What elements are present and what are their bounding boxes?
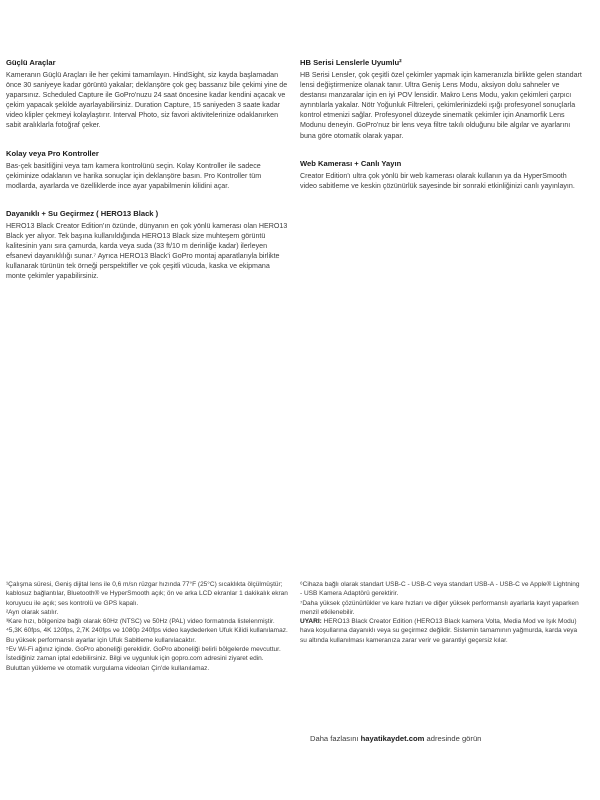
left-sections [6,58,288,299]
more-info-link[interactable]: hayatikaydet.com [360,734,425,743]
section-webcam-livestream [300,159,582,191]
more-info-prefix: Daha fazlasını [310,734,361,743]
section-heading: Dayanıklı + Su Geçirmez ( HERO13 Black ) [6,208,159,218]
warning-note [300,617,582,645]
footnotes-left [6,580,288,673]
section-easy-pro-controls [6,149,288,191]
footnote-6: ⁶Cihaza bağlı olarak standart USB-C - USB-C veya standart USB-A - USB-C ve Apple® Lightning - USB Kamera Adaptörü gerektirir. [300,581,580,598]
section-heading: Web Kamerası + Canlı Yayın [300,158,402,168]
footnote-3: ³Kare hızı, bölgenize bağlı olarak 60Hz (NTSC) ve 50Hz (PAL) video formatında listelenmiştir. [6,618,275,626]
section-body: HB Serisi Lensler, çok çeşitli özel çekimler yapmak için kameranızla birlikte gelen standart lensi değiştirmenize olanak tanır. Ultra Geniş Lens Modu, aksiyon dolu sahneler ve destansı manzaralar için en iyi POV lensidir. Makro Lens Modu, yakın çekimleri çarpıcı ayrıntılarla yakalar. Nötr Yoğunluk Filtreleri, çekimlerinizdeki ışığı profesyonel sonuçlarla kontrol etmenizi sağlar. Profesyonel düzeyde sinematik çekimler için Anamorfik Lens Modunu deneyin. GoPro'nuz bir lens veya filtre takılı olduğunu bile algılar ve ayarlarını buna göre otomatik olarak yapar. [300,71,582,140]
footnote-4: ⁴5,3K 60fps, 4K 120fps, 2,7K 240fps ve 1080p 240fps video kaydederken Ufuk Kilidi kullanılamaz. Bu yüksek performanslı ayarlar için Ufuk Sabitleme kullanılacaktır. [6,627,288,644]
footnote-5: ⁵Ev Wi-Fi ağınız içinde. GoPro aboneliği gereklidir. GoPro aboneliği belirli bölgelerde mevcuttur. İstediğiniz zaman iptal edebilirsiniz. Bilgi ve uygunluk için gopro.com adresini ziyaret edin. Buluttan yükleme ve otomatik vurgulama videoları Çin'de kullanılamaz. [6,646,281,672]
footnote-2: ²Ayrı olarak satılır. [6,608,59,616]
section-body: Creator Edition'ı ultra çok yönlü bir web kamerası olarak kullanın ya da HyperSmooth video sabitleme ve keskin çözünürlük sayesinde bir sonraki etkinliğinizi canlı yayınlayın. [300,171,575,190]
more-info-suffix: adresinde görün [424,734,482,743]
footnote-7: ⁷Daha yüksek çözünürlükler ve kare hızları ve diğer yüksek performanslı ayarlarla kayıt yaparken menzil etkilenebilir. [300,599,579,616]
section-hb-lenses [300,58,582,141]
section-body: HERO13 Black Creator Edition'ın özünde, dünyanın en çok yönlü kamerası olan HERO13 Black yer alıyor. Tek başına kullanıldığında HERO13 Black size muhteşem görüntü kalitesinin yanı sıra çamurda, karda veya suda (33 ft/10 m derinliğe kadar) ilerleyen efsanevi dayanıklılığı sunar.⁷ Ayrıca HERO13 Black'i GoPro montaj aparatlarıyla birlikte kullanarak türünün tek örneği perspektifler ve çok çeşitli vücuda, kaska ve ekipmana monte çekimler yapabilirsiniz. [6,221,288,281]
warning-label: UYARI: [300,618,322,626]
more-info-line [310,734,481,743]
section-body: Kameranın Güçlü Araçları ile her çekimi tamamlayın. HindSight, siz kayda başlamadan önce 30 saniyeye kadar görüntü yakalar; deklanşöre çok geç bassanız bile çekimi yine de yaparsınız. Scheduled Capture ile GoPro'nuzu 24 saat öncesine kadar kendini açacak ve çekim yapacak şekilde ayarlayabilirsiniz. Duration Capture, 15 saniyeden 3 saate kadar video klipler çekmeyi kolaylaştırır. Interval Photo, siz favori aktivitelerinize odaklanırken sabit aralıklarla fotoğraf çeker. [6,71,288,130]
section-heading: Güçlü Araçlar [6,58,56,67]
section-powerful-tools [6,58,288,131]
section-heading: HB Serisi Lenslerle Uyumlu² [300,58,402,67]
section-heading: Kolay veya Pro Kontroller [6,148,99,158]
right-sections [300,58,582,209]
section-body: Bas-çek basitliğini veya tam kamera kontrolünü seçin. Kolay Kontroller ile sadece çekiminize odaklanın ve harika sonuçlar için deklanşöre basın. Pro Kontroller tüm modlarda, ayarlarda ve özelliklerde ince ayar yapabilmenin kilidini açar. [6,161,262,190]
footnotes-right [300,580,582,645]
footnote-1: ¹Çalışma süresi, Geniş dijital lens ile 0,6 m/sn rüzgar hızında 77°F (25°C) sıcaklıkta ölçülmüştür; kablosuz bağlantılar, Bluetooth® ve HyperSmooth açık; ön ve arka LCD ekranlar 1 dakikalık ekran koruyucu ile açık; ses kontrolü ve GPS kapalı. [6,581,288,607]
section-rugged-waterproof [6,209,288,282]
warning-text: HERO13 Black Creator Edition (HERO13 Black kamera Volta, Media Mod ve Işık Modu) hava koşullarına dayanıklı veya su geçirmez değildir. Sistemin tamamının yağmurda, karda veya su altında kullanılması kameranıza zarar verir ve garantiyi geçersiz kılar. [300,618,578,644]
